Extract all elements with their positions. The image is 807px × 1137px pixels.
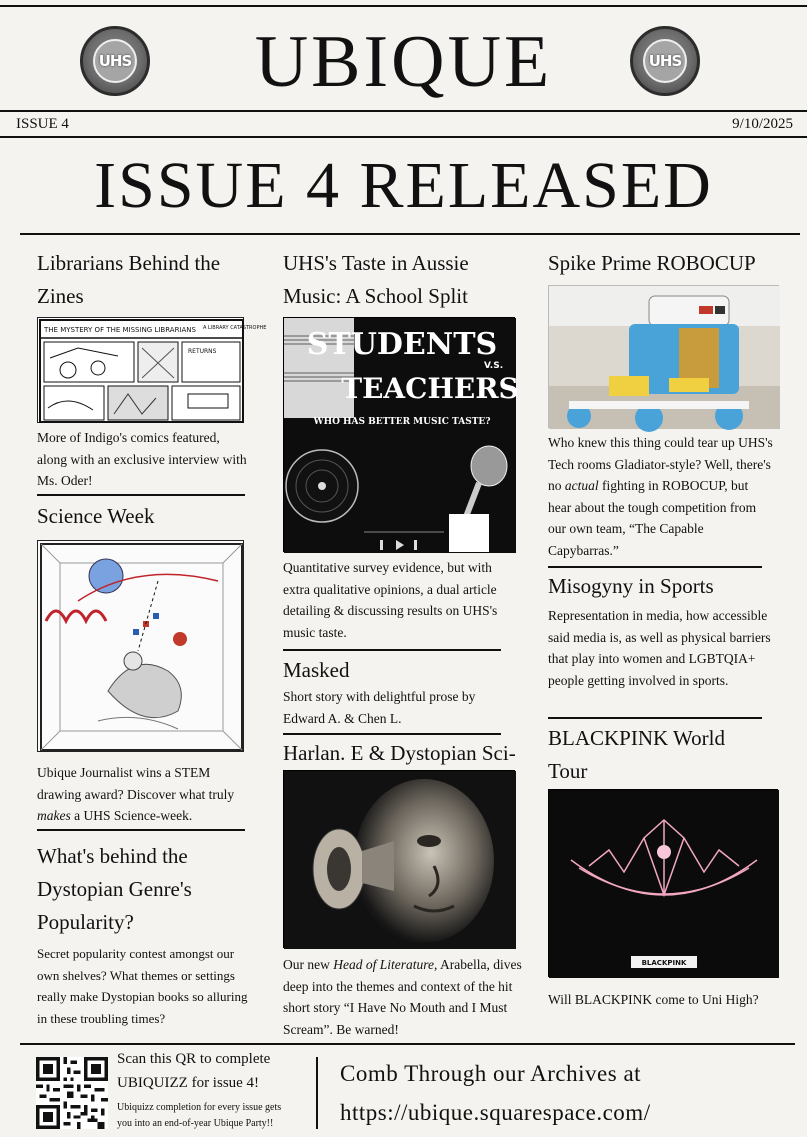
- qr-note-line1: Ubiquizz completion for every issue gets: [117, 1102, 282, 1113]
- article-title-masked[interactable]: Masked: [283, 658, 350, 682]
- archive-url-link[interactable]: https://ubique.squarespace.com/: [340, 1100, 651, 1125]
- article-desc-science: [37, 762, 252, 827]
- headline-rule: [20, 233, 800, 235]
- divider-col1-b: [37, 829, 245, 831]
- masthead-rule: [0, 110, 807, 112]
- article-desc-dystopian: Secret popularity contest amongst our own shelves? What themes or settings really make Dystopian books so alluring in these troubling times?: [37, 946, 248, 1026]
- archive-heading: Comb Through our Archives at: [340, 1061, 642, 1086]
- harlan-artwork: [284, 771, 516, 949]
- blackpink-album-image: [548, 789, 778, 977]
- article-title-librarians[interactable]: Librarians Behind the Zines: [37, 251, 221, 308]
- science-desc-pre: Ubique Journalist wins a STEM drawing award? Discover what truly: [37, 765, 235, 802]
- divider-col3-a: [548, 566, 762, 568]
- article-title-music[interactable]: UHS's Taste in Aussie Music: A School Split: [283, 251, 469, 308]
- science-desc-post: a UHS Science-week.: [70, 808, 193, 823]
- article-title-science[interactable]: Science Week: [37, 504, 155, 528]
- divider-col2-a: [283, 649, 501, 651]
- seal-monogram-left: UHS: [93, 39, 137, 83]
- harlan-desc-pre: Our new: [283, 957, 334, 972]
- masthead-title: UBIQUE: [254, 21, 553, 103]
- science-drawing-image: [37, 540, 244, 752]
- article-desc-masked: Short story with delightful prose by Edward A. & Chen L.: [283, 689, 476, 726]
- issue-date: 9/10/2025: [732, 116, 793, 132]
- poster-line1: STUDENTS: [306, 327, 498, 362]
- poster-vs: V.S.: [484, 361, 504, 371]
- comic-image: [37, 317, 267, 423]
- comic-returns: RETURNS: [188, 348, 217, 355]
- issue-number: ISSUE 4: [16, 116, 69, 132]
- qr-note-line2: you into an end-of-year Ubique Party!!: [117, 1118, 274, 1129]
- harlan-desc-emphasis: Head of Literature: [333, 957, 434, 972]
- blackpink-album: [549, 790, 779, 978]
- robocup-desc-pre: Who knew this thing could tear up UHS's Tech rooms Gladiator-style? Well, there's no: [548, 435, 773, 493]
- poster-sub: WHO HAS BETTER MUSIC TASTE?: [313, 417, 491, 427]
- divider-col3-b: [548, 717, 762, 719]
- robocup-photo-image: [548, 285, 779, 428]
- comic-drawing: [38, 318, 267, 424]
- robocup-desc-emphasis: actual: [564, 478, 599, 493]
- article-title-misogyny[interactable]: Misogyny in Sports: [548, 574, 714, 598]
- article-desc-harlan: [283, 954, 533, 1040]
- divider-col2-b: [283, 733, 501, 735]
- article-desc-misogyny: Representation in media, how accessible said media is, as well as physical barriers that play into women and LGBTQIA+ people getting involved in sports.: [548, 608, 771, 688]
- music-poster-image: [283, 317, 519, 552]
- footer-divider: [316, 1057, 318, 1129]
- footer-rule: [20, 1043, 795, 1045]
- robocup-photo: [549, 286, 780, 429]
- article-desc-music: Quantitative survey evidence, but with extra qualitative opinions, a dual article detailing & discussing results on UHS's music taste.: [283, 560, 498, 640]
- science-desc-emphasis: makes: [37, 808, 71, 823]
- top-border: [0, 5, 807, 7]
- comic-side-caption: A LIBRARY CATASTROPHE: [203, 325, 267, 331]
- seal-monogram-right: UHS: [643, 39, 687, 83]
- harlan-desc-post: , Arabella, dives deep into the themes and context of the hit short story “I Have No Mouth and I Must Scream”. Be warned!: [283, 957, 522, 1037]
- issue-bar-rule: [0, 136, 807, 138]
- qr-instruction-line2: UBIQUIZZ for issue 4!: [117, 1075, 260, 1091]
- harlan-artwork-image: [283, 770, 515, 948]
- science-drawing: [38, 541, 245, 753]
- album-label: BLACKPINK: [641, 959, 687, 967]
- comic-caption: THE MYSTERY OF THE MISSING LIBRARIANS: [44, 326, 196, 334]
- article-desc-librarians: More of Indigo's comics featured, along with an exclusive interview with Ms. Oder!: [37, 430, 247, 488]
- article-desc-blackpink: Will BLACKPINK come to Uni High?: [548, 992, 759, 1007]
- article-title-dystopian[interactable]: What's behind the Dystopian Genre's Popularity?: [37, 844, 192, 934]
- qr-instruction-line1: Scan this QR to complete: [117, 1051, 271, 1067]
- article-desc-robocup: [548, 432, 773, 561]
- article-title-harlan[interactable]: Harlan. E & Dystopian Sci-: [283, 741, 516, 765]
- qr-code-icon: [36, 1057, 108, 1129]
- quiz-qr-code[interactable]: [36, 1057, 108, 1129]
- page-headline: ISSUE 4 RELEASED: [94, 149, 713, 222]
- article-title-blackpink[interactable]: BLACKPINK World Tour: [548, 726, 726, 783]
- article-title-robocup[interactable]: Spike Prime ROBOCUP: [548, 251, 756, 275]
- robocup-desc-post: fighting in ROBOCUP, but hear about the tough competition from our own team, “The Capable Capybarras.”: [548, 478, 757, 558]
- music-poster: [284, 318, 519, 553]
- divider-col1-a: [37, 494, 245, 496]
- poster-line2: TEACHERS: [341, 372, 519, 405]
